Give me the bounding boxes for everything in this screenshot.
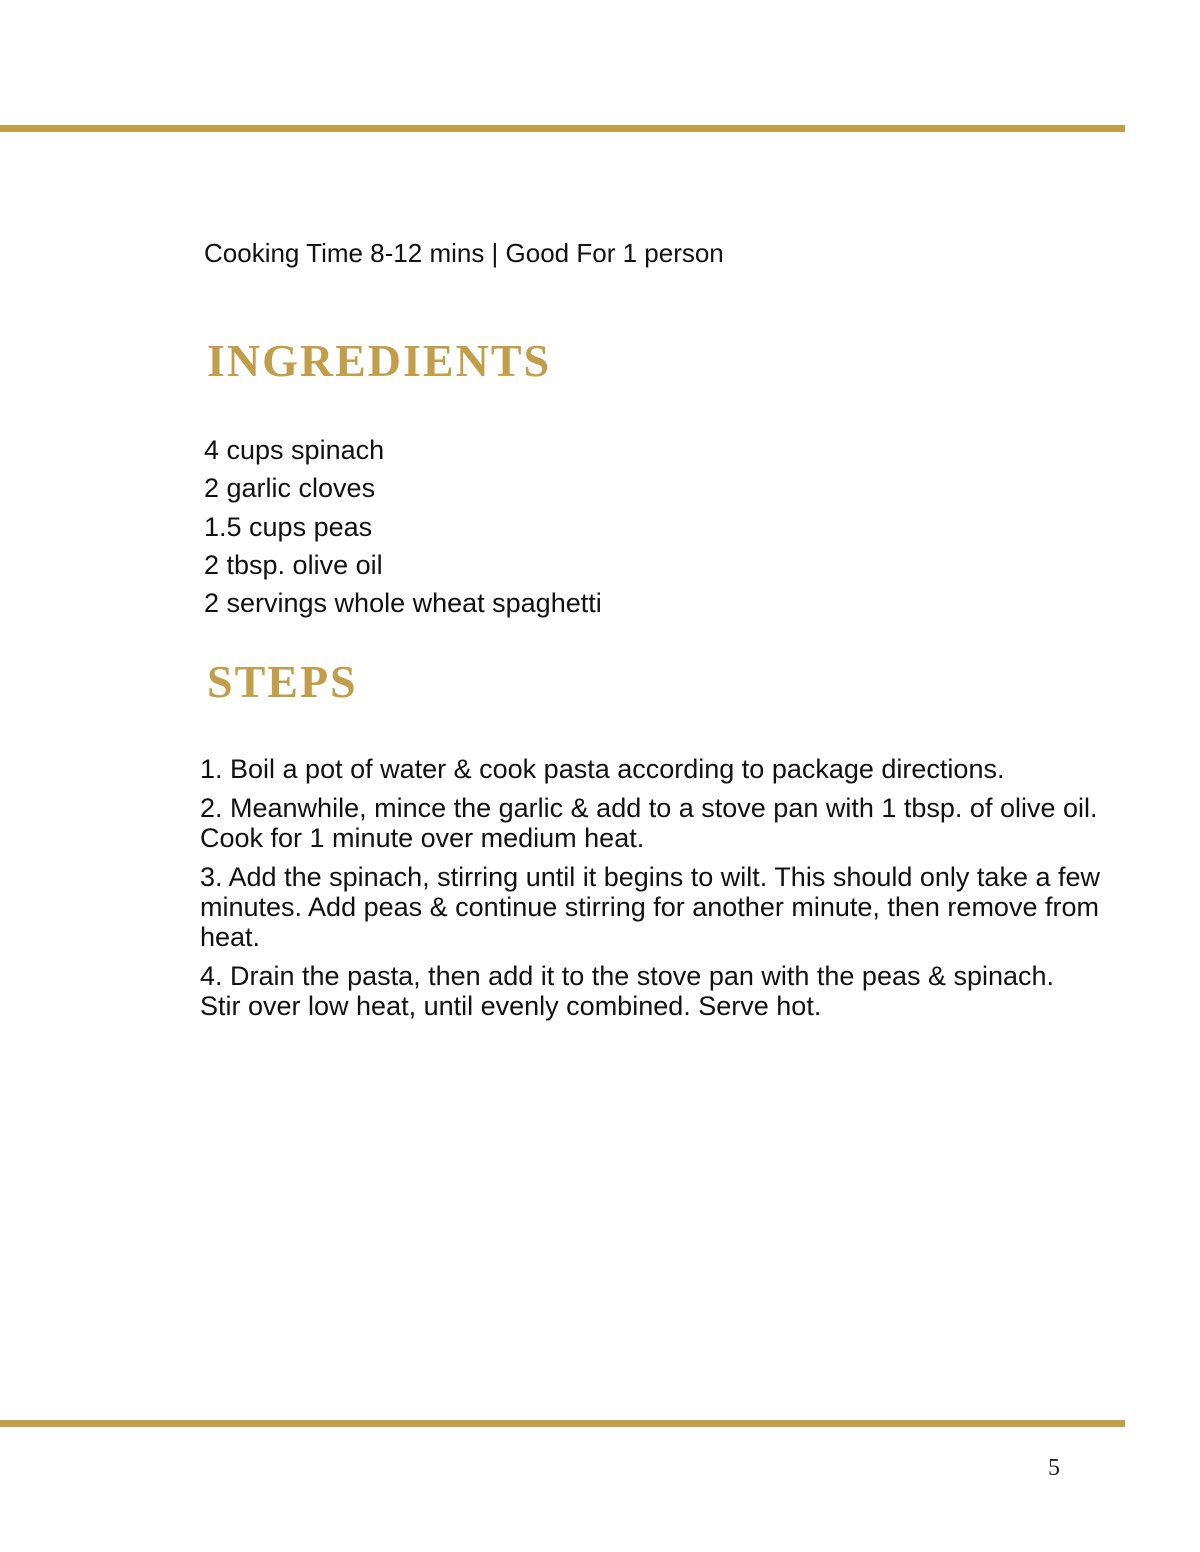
step-item: 4. Drain the pasta, then add it to the stove pan with the peas & spinach. Stir over low heat, until evenly combined. Serve hot. bbox=[200, 961, 1055, 1021]
ingredient-item: 2 garlic cloves bbox=[204, 473, 376, 504]
top-divider bbox=[0, 125, 1125, 132]
ingredients-list bbox=[204, 431, 602, 622]
steps-heading: STEPS bbox=[207, 656, 358, 707]
step-item: 3. Add the spinach, stirring until it begins to wilt. This should only take a few minutes. Add peas & continue stirring for another minute, then remove from heat. bbox=[200, 862, 1100, 952]
ingredient-item: 2 tbsp. olive oil bbox=[204, 549, 383, 580]
steps-list bbox=[200, 754, 1100, 1030]
ingredient-item: 2 servings whole wheat spaghetti bbox=[204, 588, 602, 619]
ingredient-item: 4 cups spinach bbox=[204, 435, 385, 465]
cooking-info: Cooking Time 8-12 mins | Good For 1 person bbox=[204, 238, 724, 268]
ingredient-item: 1.5 cups peas bbox=[204, 511, 373, 542]
ingredients-heading: INGREDIENTS bbox=[207, 335, 552, 386]
bottom-divider bbox=[0, 1420, 1125, 1427]
page-number: 5 bbox=[1048, 1455, 1060, 1481]
step-item: 1. Boil a pot of water & cook pasta according to package directions. bbox=[200, 754, 1005, 784]
step-item: 2. Meanwhile, mince the garlic & add to a stove pan with 1 tbsp. of olive oil. Cook for 1 minute over medium heat. bbox=[200, 793, 1098, 853]
